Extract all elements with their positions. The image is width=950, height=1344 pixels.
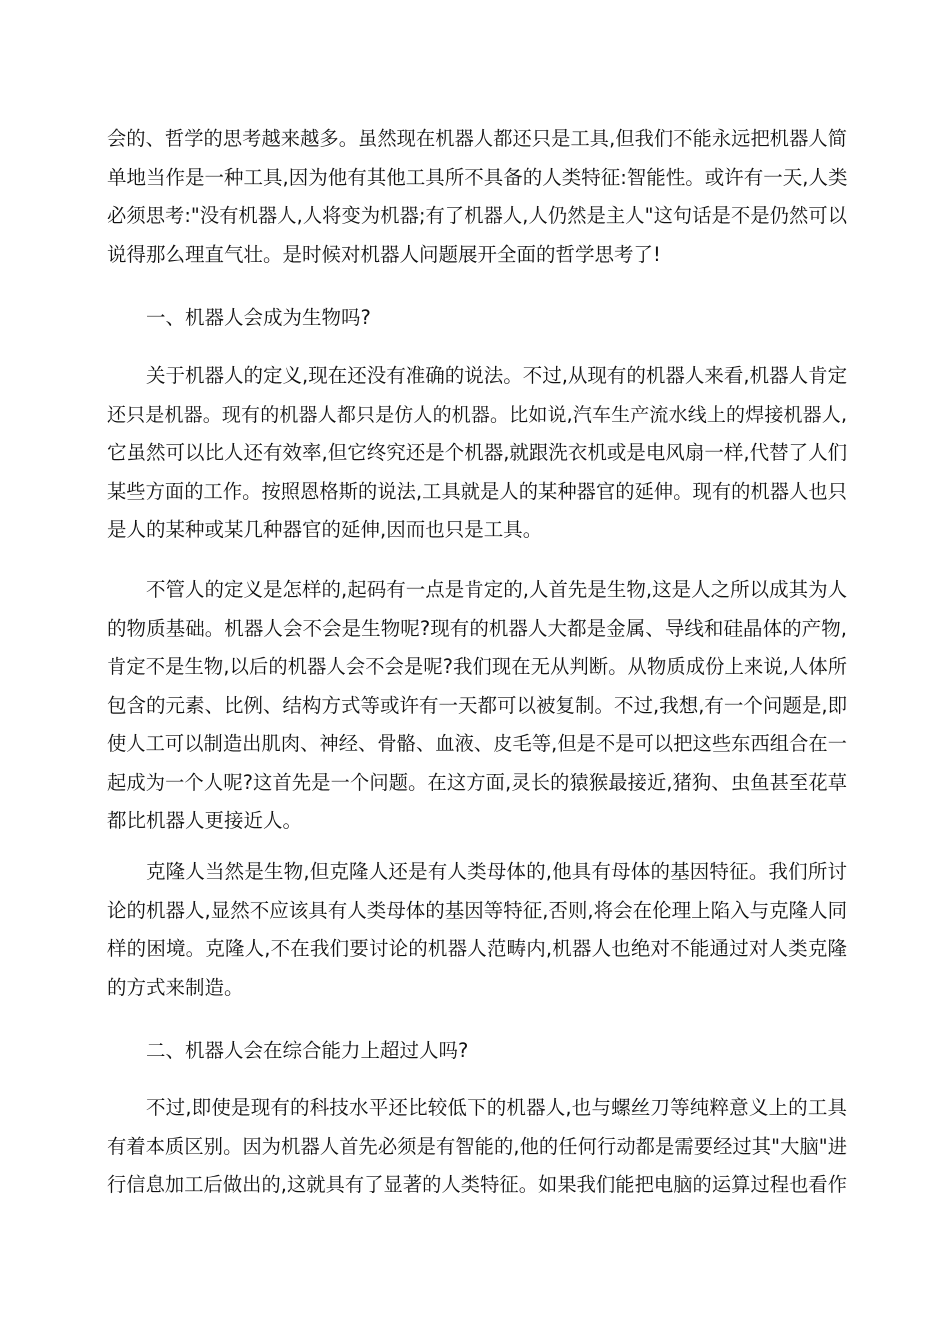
text-line: 还只是机器。现有的机器人都只是仿人的机器。比如说,汽车生产流水线上的焊接机器人,: [107, 403, 847, 426]
text-line: 不过,即使是现有的科技水平还比较低下的机器人,也与螺丝刀等纯粹意义上的工具: [146, 1096, 847, 1119]
text-line: 不管人的定义是怎样的,起码有一点是肯定的,人首先是生物,这是人之所以成其为人: [146, 578, 848, 601]
paragraph-intro-continuation: [107, 120, 847, 274]
heading-text: 一、机器人会成为生物吗?: [146, 306, 371, 329]
section-heading-1: [107, 299, 847, 338]
text-line: 包含的元素、比例、结构方式等或许有一天都可以被复制。不过,我想,有一个问题是,即: [107, 693, 848, 717]
text-line: 论的机器人,显然不应该具有人类母体的基因等特征,否则,将会在伦理上陷入与克隆人同: [107, 898, 848, 922]
heading-text: 二、机器人会在综合能力上超过人吗?: [146, 1039, 469, 1062]
section-heading-2: [107, 1032, 847, 1071]
text-line: 有着本质区别。因为机器人首先必须是有智能的,他的任何行动都是需要经过其"大脑"进: [107, 1134, 847, 1158]
text-line: 某些方面的工作。按照恩格斯的说法,工具就是人的某种器官的延伸。现有的机器人也只: [107, 479, 847, 503]
text-line: 关于机器人的定义,现在还没有准确的说法。不过,从现有的机器人来看,机器人肯定: [146, 364, 848, 387]
text-line: 单地当作是一种工具,因为他有其他工具所不具备的人类特征:智能性。或许有一天,人类: [107, 165, 848, 189]
text-line: 使人工可以制造出肌肉、神经、骨骼、血液、皮毛等,但是不是可以把这些东西组合在一: [107, 732, 847, 755]
paragraph-clone: [107, 853, 847, 1007]
paragraph-robot-definition: [107, 357, 847, 550]
text-line: 的方式来制造。: [107, 975, 244, 999]
text-line: 行信息加工后做出的,这就具有了显著的人类特征。如果我们能把电脑的运算过程也看作: [107, 1173, 847, 1196]
text-line: 必须思考:"没有机器人,人将变为机器;有了机器人,人仍然是主人"这句话是不是仍然可以: [107, 204, 847, 227]
text-line: 克隆人当然是生物,但克隆人还是有人类母体的,他具有母体的基因特征。我们所讨: [146, 860, 847, 883]
text-line: 起成为一个人呢?这首先是一个问题。在这方面,灵长的猿猴最接近,猪狗、虫鱼甚至花草: [107, 770, 847, 794]
text-line: 是人的某种或某几种器官的延伸,因而也只是工具。: [107, 518, 543, 541]
text-line: 都比机器人更接近人。: [107, 809, 303, 832]
text-line: 会的、哲学的思考越来越多。虽然现在机器人都还只是工具,但我们不能永远把机器人简: [107, 127, 847, 150]
text-line: 肯定不是生物,以后的机器人会不会是呢?我们现在无从判断。从物质成份上来说,人体所: [107, 655, 847, 678]
paragraph-human-definition: [107, 571, 847, 841]
text-line: 样的困境。克隆人,不在我们要讨论的机器人范畴内,机器人也绝对不能通过对人类克隆: [107, 937, 847, 960]
paragraph-intelligence: [107, 1089, 847, 1205]
text-line: 它虽然可以比人还有效率,但它终究还是个机器,就跟洗衣机或是电风扇一样,代替了人们: [107, 441, 848, 464]
text-line: 的物质基础。机器人会不会是生物呢?现有的机器人大都是金属、导线和硅晶体的产物,: [107, 616, 847, 640]
text-line: 说得那么理直气壮。是时候对机器人问题展开全面的哲学思考了!: [107, 242, 661, 266]
